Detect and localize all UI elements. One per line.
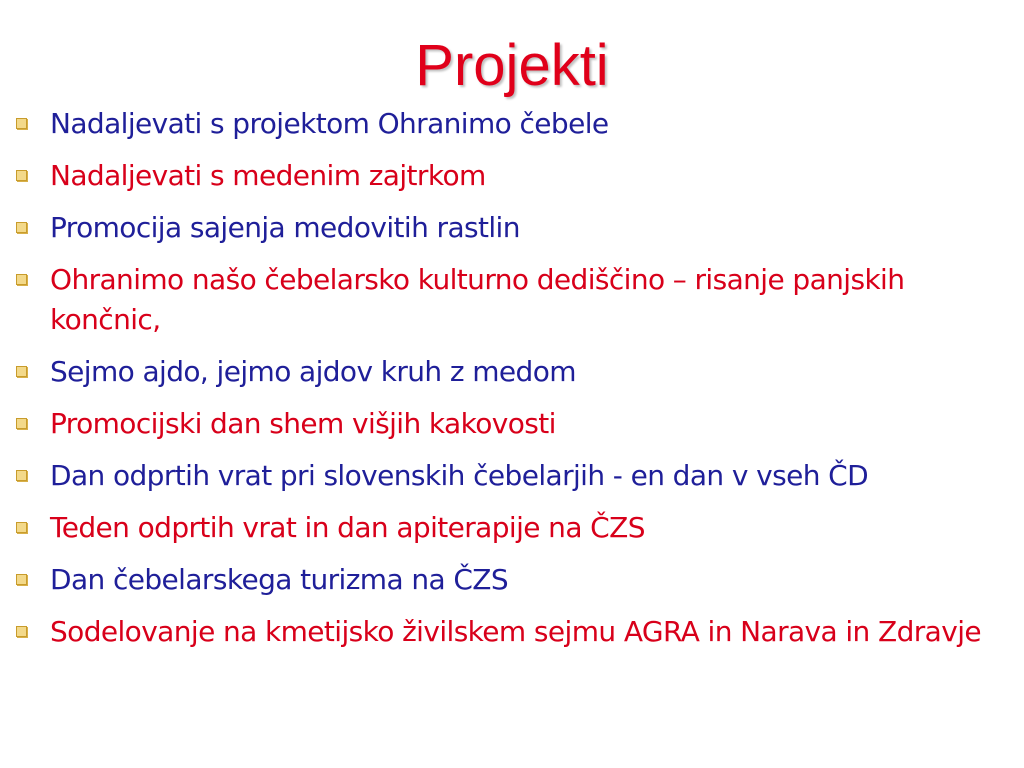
bullet-text: Sejmo ajdo, jejmo ajdov kruh z medom <box>50 355 576 388</box>
square-bullet-icon <box>16 522 27 533</box>
square-bullet-icon <box>16 118 27 129</box>
bullet-item <box>14 260 1004 340</box>
square-bullet-icon <box>16 418 27 429</box>
bullet-item <box>14 508 1004 548</box>
slide-title: Projekti <box>415 33 609 98</box>
bullet-list <box>14 104 1004 664</box>
square-bullet-icon <box>16 626 27 637</box>
square-bullet-icon <box>16 170 27 181</box>
bullet-item <box>14 104 1004 144</box>
bullet-text: Dan čebelarskega turizma na ČZS <box>50 563 509 596</box>
square-bullet-icon <box>16 574 27 585</box>
bullet-text: Promocija sajenja medovitih rastlin <box>50 211 520 244</box>
bullet-item <box>14 560 1004 600</box>
square-bullet-icon <box>16 366 27 377</box>
bullet-text: Dan odprtih vrat pri slovenskih čebelarjih - en dan v vseh ČD <box>50 459 869 492</box>
bullet-item <box>14 352 1004 392</box>
square-bullet-icon <box>16 222 27 233</box>
square-bullet-icon <box>16 274 27 285</box>
bullet-item <box>14 156 1004 196</box>
bullet-item <box>14 208 1004 248</box>
square-bullet-icon <box>16 470 27 481</box>
bullet-item <box>14 612 1004 652</box>
bullet-text: Teden odprtih vrat in dan apiterapije na ČZS <box>50 511 645 544</box>
bullet-text: Nadaljevati s projektom Ohranimo čebele <box>50 107 609 140</box>
bullet-item <box>14 404 1004 444</box>
bullet-item <box>14 456 1004 496</box>
bullet-text: Nadaljevati s medenim zajtrkom <box>50 159 486 192</box>
bullet-text: Sodelovanje na kmetijsko živilskem sejmu AGRA in Narava in Zdravje <box>50 615 982 648</box>
bullet-text: Promocijski dan shem višjih kakovosti <box>50 407 556 440</box>
bullet-text: Ohranimo našo čebelarsko kulturno dediščino – risanje panjskih končnic, <box>50 263 905 336</box>
